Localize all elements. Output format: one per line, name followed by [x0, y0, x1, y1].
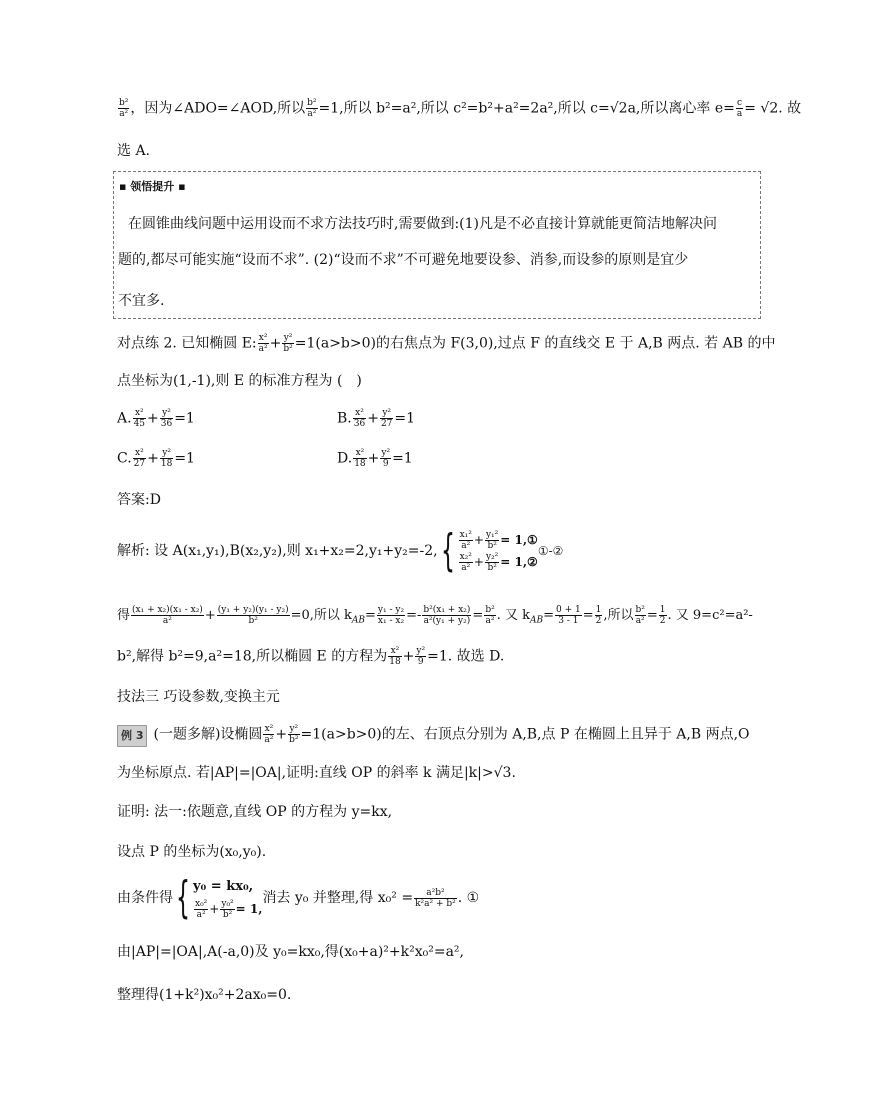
- option-label: C.: [117, 450, 132, 467]
- proof-line-3: 由条件得{ y₀ = kx₀, $\frac{\text{x₀²}}{\text{a²}}$ + $\frac{\text{y₀²}}{\text{b²}}$ = 1, 消去 y₀ 并整理,得 x₀² = $\frac{\text{a²b²}}{\text{k²a² + b²}}$ . ①: [117, 872, 480, 923]
- fraction: $\frac{\text{(y₁ + y₂)(y₁ - y₂)}}{\text{b²}}$: [217, 605, 289, 626]
- box-title: ▪ 领悟提升 ▪: [119, 180, 186, 193]
- option-c[interactable]: C. $\frac{\text{x²}}{27}$ + $\frac{\text{y²}}{18}$ =1: [117, 448, 195, 469]
- fraction: $\frac{\text{a²b²}}{\text{k²a² + b²}}$: [415, 887, 456, 909]
- text: = √2. 故: [744, 100, 802, 117]
- fraction: $\frac{\text{y²}}{9}$: [416, 646, 426, 667]
- option-a[interactable]: A. $\frac{\text{x²}}{45}$ + $\frac{\text{y²}}{36}$ =1: [117, 408, 195, 429]
- fraction: $\frac{\text{x²}}{36}$: [353, 408, 366, 429]
- fraction: $\frac{\text{y²}}{9}$: [381, 448, 391, 469]
- fraction: $\frac{\text{y²}}{\text{b²}}$: [289, 724, 299, 745]
- equation-system: $\frac{\text{x₁²}}{\text{a²}}$ + $\frac{\text{y₁²}}{\text{b²}}$ = 1,① $\frac{\text{x₂²}}{\text{a²}}$ + $\frac{\text{y₂²}}{\text{b²}}$ = 1,②: [459, 530, 538, 573]
- example-tag: 例 3: [117, 725, 147, 747]
- line-2: 选 A.: [117, 143, 151, 159]
- fraction: $\frac{c}{a}$: [736, 98, 743, 119]
- fraction: $\frac{\text{b²(x₁ + x₂)}}{\text{a²(y₁ + y₂)}}$: [423, 605, 471, 626]
- fraction: $\frac{\text{y²}}{18}$: [160, 448, 173, 469]
- option-label: D.: [337, 450, 353, 467]
- derive-line-2: b²,解得 b²=9,a²=18,所以椭圆 E 的方程为 $\frac{\text{x²}}{18}$ + $\frac{\text{y²}}{9}$ =1. 故选 D.: [117, 646, 505, 667]
- fraction: $\frac{\text{y²}}{27}$: [380, 408, 393, 429]
- fraction: $\frac{\text{x²}}{\text{a²}}$: [258, 333, 268, 354]
- box-para-3: 不宜多.: [118, 293, 165, 309]
- option-d[interactable]: D. $\frac{\text{x²}}{18}$ + $\frac{\text{y²}}{9}$ =1: [337, 448, 413, 469]
- fraction: $\frac{\text{y²}}{36}$: [160, 408, 173, 429]
- fraction: $\frac{\text{x²}}{18}$: [354, 448, 366, 469]
- example-3-line-2: 为坐标原点. 若|AP|=|OA|,证明:直线 OP 的斜率 k 满足|k|>√3.: [117, 765, 516, 781]
- option-b[interactable]: B. $\frac{\text{x²}}{36}$ + $\frac{\text{y²}}{27}$ =1: [337, 408, 416, 429]
- fraction: $\frac{0 + 1}{3 - 1}$: [556, 605, 581, 626]
- q2-line-2: 点坐标为(1,-1),则 E 的标准方程为 ( ): [117, 373, 362, 389]
- text: =1,所以 b²=a²,所以 c²=b²+a²=2a²,所以 c=√2a,所以离心率 e=: [318, 100, 735, 117]
- insight-box: [113, 171, 761, 319]
- fraction: $\frac{\text{(x₁ + x₂)(x₁ - x₂)}}{\text{a²}}$: [132, 605, 203, 626]
- technique-heading: 技法三 巧设参数,变换主元: [117, 689, 280, 705]
- line-1: [117, 98, 801, 119]
- fraction: $\frac{\text{y²}}{\text{b²}}$: [283, 333, 293, 354]
- fraction: $\frac{\text{x²}}{\text{a²}}$: [264, 724, 274, 745]
- derive-line-1: 得 $\frac{\text{(x₁ + x₂)(x₁ - x₂)}}{\text{a²}}$ + $\frac{\text{(y₁ + y₂)(y₁ - y₂)}}{\text{b²}}$ =0,所以 $k_{AB}=$ $\frac{\text{y₁ - y₂}}{\text{x₁ - x₂}}$ =- $\frac{\text{b²(x₁ + x₂)}}{\text{a²(y₁ + y₂)}}$ = $\frac{\text{b²}}{\text{a²}}$ . 又 $k_{AB}=$ $\frac{0 + 1}{3 - 1}$ = $\frac{1}{2}$ ,所以 $\frac{\text{b²}}{\text{a²}}$ = $\frac{1}{2}$ . 又 9=c²=a²-: [117, 605, 753, 626]
- text: 解析: 设 A(x₁,y₁),B(x₂,y₂),则 x₁+x₂=2,y₁+y₂=-2,: [117, 543, 438, 559]
- fraction: $\frac{\text{x²}}{18}$: [389, 646, 401, 667]
- fraction: $\frac{\text{y₁ - y₂}}{\text{x₁ - x₂}}$: [377, 605, 405, 626]
- proof-line-2: 设点 P 的坐标为(x₀,y₀).: [117, 844, 267, 860]
- text: =1(a>b>0)的右焦点为 F(3,0),过点 F 的直线交 E 于 A,B 两点. 若 AB 的中: [294, 335, 776, 352]
- box-para-2: 题的,都尽可能实施“设而不求”. (2)“设而不求”不可避免地要设参、消参,而设参的原则是宜少: [118, 252, 689, 268]
- example-3-line-1: 例 3 (一题多解)设椭圆 $\frac{\text{x²}}{\text{a²}}$ + $\frac{\text{y²}}{\text{b²}}$ =1(a>b>0)的左、右顶点分别为 A,B,点 P 在椭圆上且异于 A,B 两点,O: [117, 724, 750, 747]
- fraction: $\frac{\text{b²}}{\text{a²}}$: [635, 605, 645, 626]
- box-para-1: 在圆锥曲线问题中运用设而不求方法技巧时,需要做到:(1)凡是不必直接计算就能更简洁地解决问: [128, 216, 717, 232]
- text: ①-②: [537, 544, 564, 558]
- proof-line-5: 整理得(1+k²)x₀²+2ax₀=0.: [117, 987, 292, 1003]
- text: ，因为∠ADO=∠AOD,所以: [130, 100, 306, 117]
- fraction: $\frac{1}{2}$: [659, 605, 666, 626]
- brace: {: [440, 525, 455, 576]
- equation-system: y₀ = kx₀, $\frac{\text{x₀²}}{\text{a²}}$ + $\frac{\text{y₀²}}{\text{b²}}$ = 1,: [193, 879, 263, 920]
- fraction: $\frac{\text{x²}}{45}$: [133, 408, 146, 429]
- answer: 答案:D: [117, 492, 161, 508]
- option-label: B.: [337, 410, 352, 427]
- fraction: $\frac{\text{b²}}{\text{a²}}$: [485, 605, 495, 626]
- text: 对点练 2. 已知椭圆 E:: [117, 335, 257, 352]
- option-label: A.: [117, 410, 132, 427]
- proof-line-1: 证明: 法一:依题意,直线 OP 的方程为 y=kx,: [117, 804, 393, 820]
- q2-line-1: 对点练 2. 已知椭圆 E: $\frac{\text{x²}}{\text{a²}}$ + $\frac{\text{y²}}{\text{b²}}$ =1(a>b>0)的右焦点为 F(3,0),过点 F 的直线交 E 于 A,B 两点. 若 AB 的中: [117, 333, 776, 354]
- brace: {: [176, 872, 190, 923]
- analysis-line: [117, 523, 563, 579]
- fraction: $\frac{\text{b²}}{\text{a²}}$: [119, 98, 129, 119]
- fraction: $\frac{\text{x²}}{27}$: [133, 448, 146, 469]
- fraction: $\frac{\text{b²}}{\text{a²}}$: [307, 98, 317, 119]
- proof-line-4: 由|AP|=|OA|,A(-a,0)及 y₀=kx₀,得(x₀+a)²+k²x₀²=a²,: [117, 944, 464, 960]
- fraction: $\frac{1}{2}$: [595, 605, 602, 626]
